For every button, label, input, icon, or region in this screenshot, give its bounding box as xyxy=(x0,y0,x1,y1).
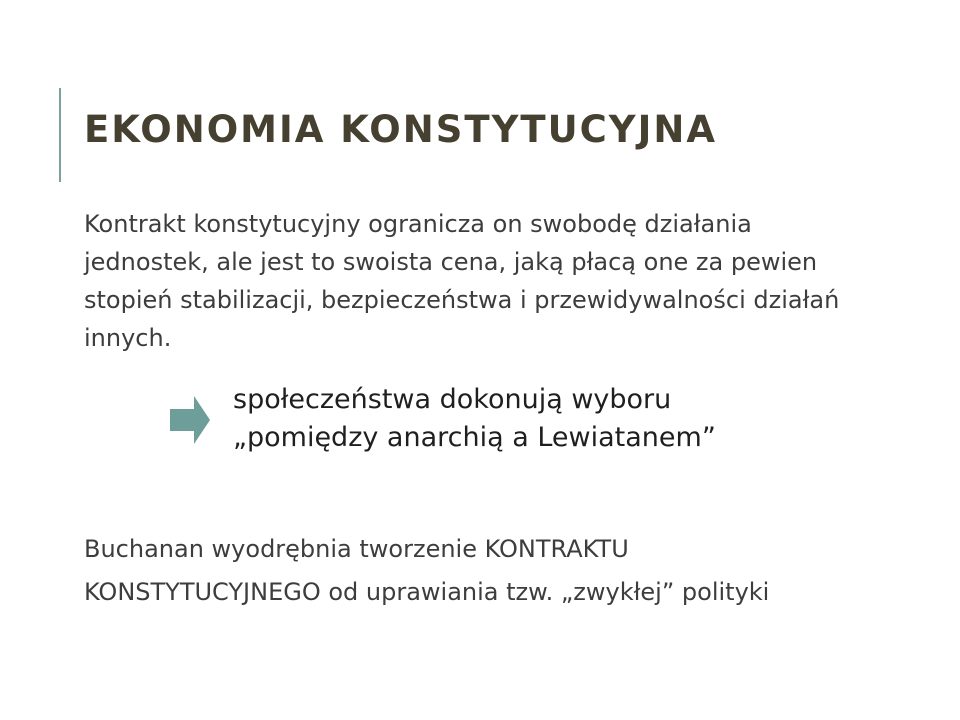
footer-line: Buchanan wyodrębnia tworzenie KONTRAKTU xyxy=(84,535,629,563)
body-paragraph: Kontrakt konstytucyjny ogranicza on swobodę działania jednostek, ale jest to swoista cena, jaką płacą one za pewien stopień stabilizacji, bezpieczeństwa i przewidywalności działań innych. xyxy=(84,210,840,352)
right-arrow-icon xyxy=(170,396,210,444)
quote-block xyxy=(233,381,716,457)
footer-line: KONSTYTUCYJNEGO od uprawiania tzw. „zwykłej” polityki xyxy=(84,578,770,606)
slide-title: EKONOMIA KONSTYTUCYJNA xyxy=(84,108,717,151)
title-accent-bar xyxy=(59,88,61,182)
quote-line: społeczeństwa dokonują wyboru xyxy=(233,384,672,415)
footer-paragraph xyxy=(84,528,769,614)
quote-line: „pomiędzy anarchią a Lewiatanem” xyxy=(233,422,716,453)
